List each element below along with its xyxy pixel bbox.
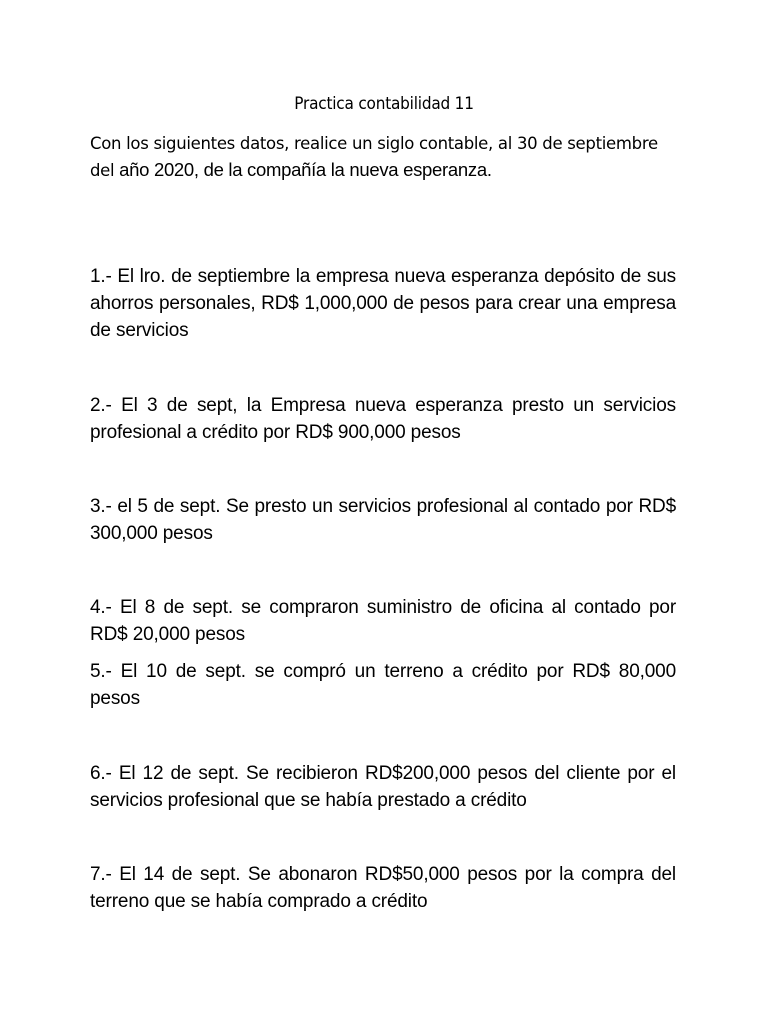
transaction-item-6: 6.- El 12 de sept. Se recibieron RD$200,000 pesos del cliente por el servicios profesional que se había prestado a crédito: [90, 763, 676, 811]
intro-line-2-small: del: [90, 161, 115, 180]
transaction-item-1: 1.- El lro. de septiembre la empresa nueva esperanza depósito de sus ahorros personales, RD$ 1,000,000 de pesos para crear una empresa de servicios: [90, 266, 676, 341]
intro-line-2-large: año 2020, de la compañía la nueva esperanza.: [114, 159, 492, 180]
document-title: Practica contabilidad 11: [294, 94, 474, 114]
transaction-item-7: 7.- El 14 de sept. Se abonaron RD$50,000 pesos por la compra del terreno que se había comprado a crédito: [90, 864, 676, 912]
transaction-item-3: 3.- el 5 de sept. Se presto un servicios profesional al contado por RD$ 300,000 pesos: [90, 496, 676, 544]
transaction-item-4: 4.- El 8 de sept. se compraron suministro de oficina al contado por RD$ 20,000 pesos: [90, 597, 676, 645]
intro-paragraph: [90, 131, 680, 184]
intro-line-1: Con los siguientes datos, realice un siglo contable, al 30 de septiembre: [90, 134, 658, 153]
transaction-item-5: 5.- El 10 de sept. se compró un terreno a crédito por RD$ 80,000 pesos: [90, 661, 676, 709]
transaction-item-2: 2.- El 3 de sept, la Empresa nueva esperanza presto un servicios profesional a crédito por RD$ 900,000 pesos: [90, 395, 676, 443]
intro-line-2: [90, 157, 680, 184]
